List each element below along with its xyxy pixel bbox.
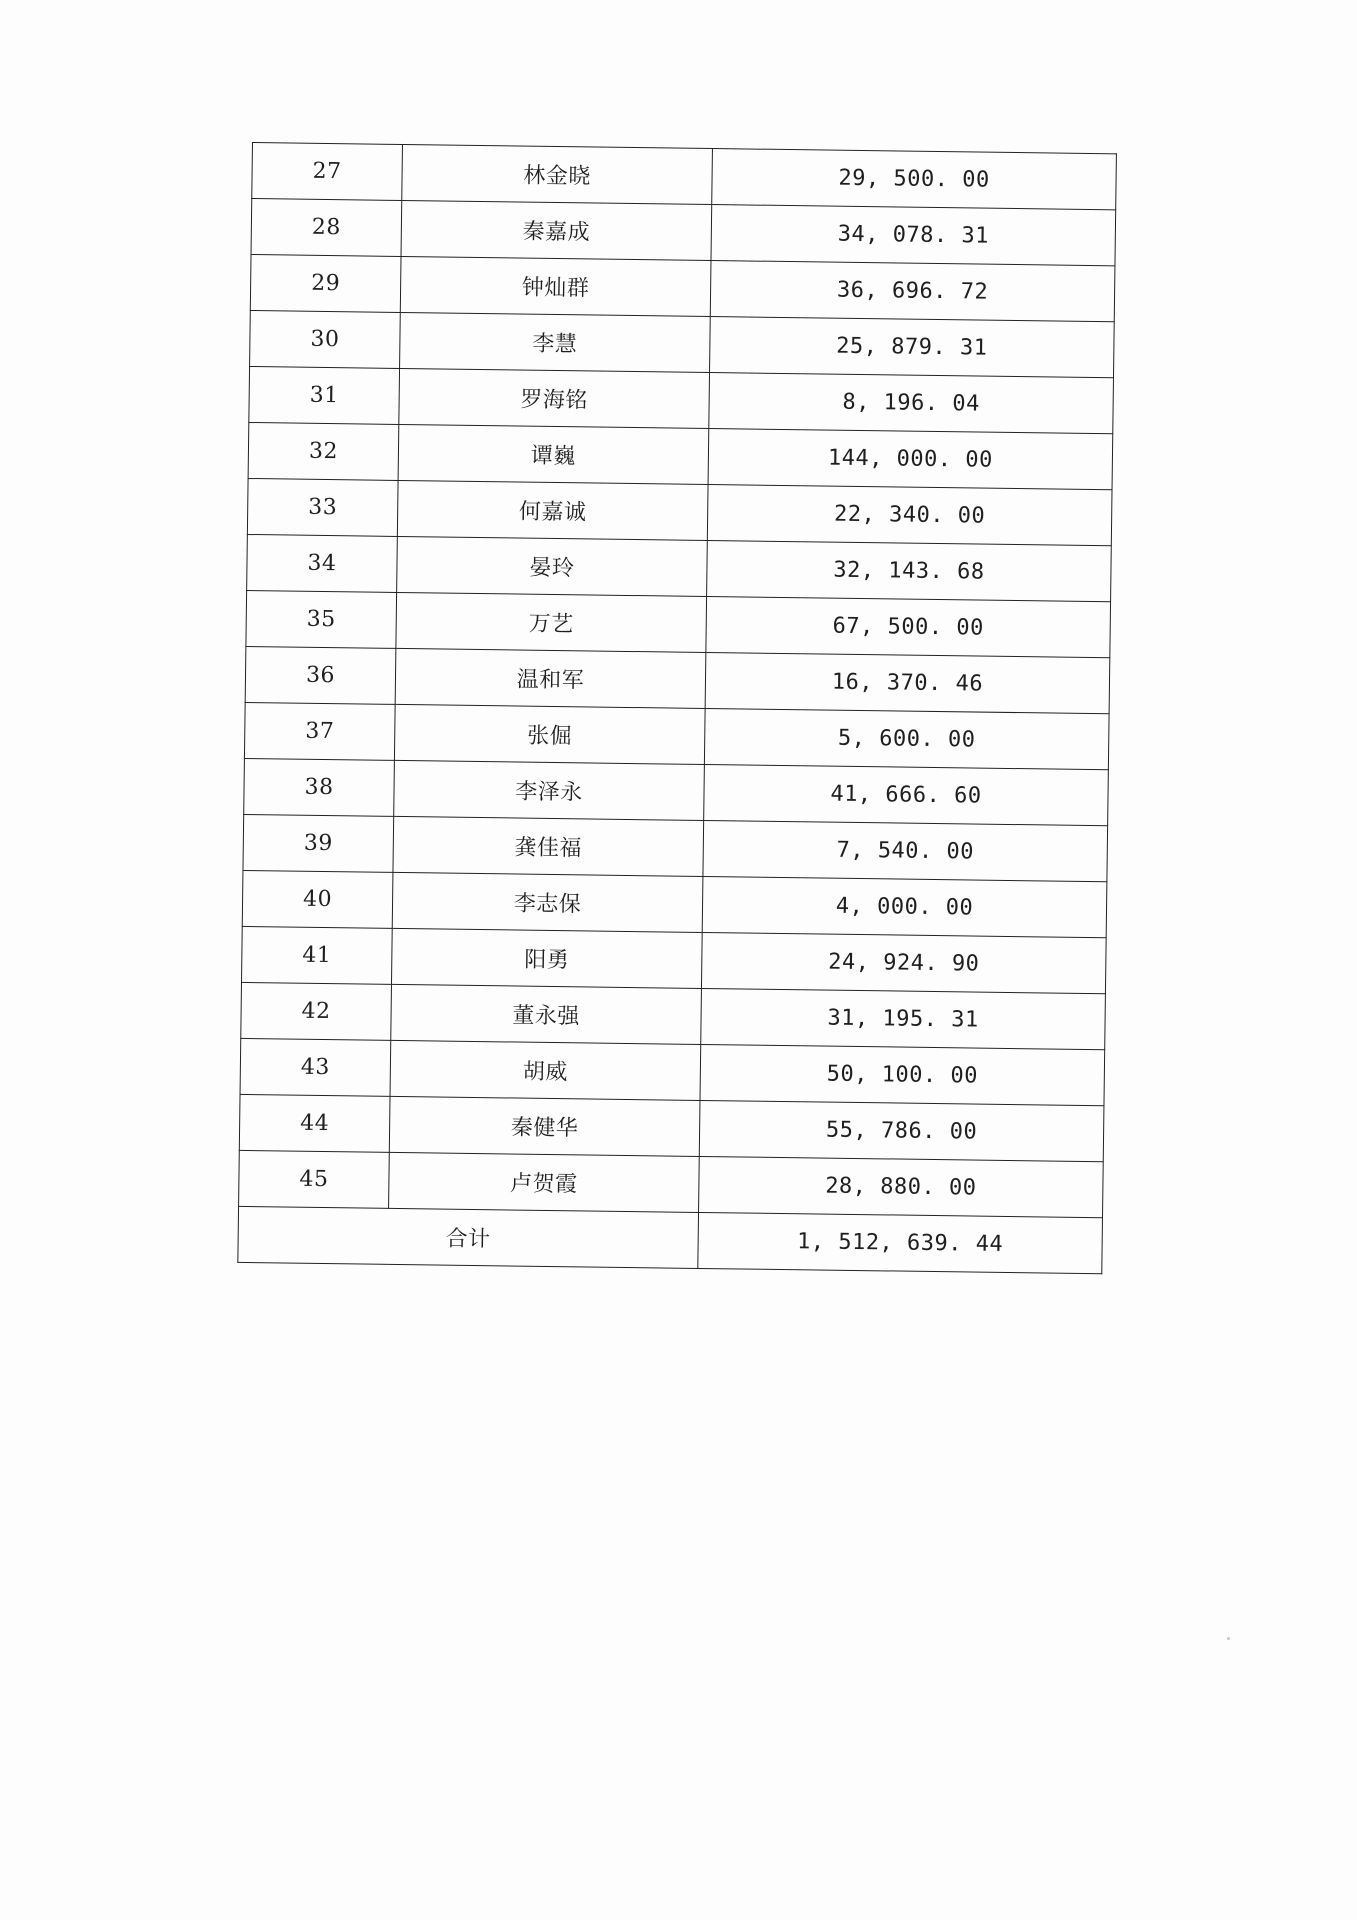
payment-table <box>237 142 1117 1274</box>
row-amount-cell: 32, 143. 68 <box>707 540 1112 601</box>
row-amount-cell: 28, 880. 00 <box>699 1156 1104 1217</box>
row-name-cell: 秦嘉成 <box>401 200 712 260</box>
row-name-cell: 何嘉诚 <box>397 480 708 540</box>
row-name-cell: 谭巍 <box>398 424 709 484</box>
row-name-cell: 张倔 <box>394 704 705 764</box>
payment-table-body <box>238 143 1117 1274</box>
row-number-cell: 29 <box>250 254 401 312</box>
row-name-cell: 龚佳福 <box>393 816 704 876</box>
row-amount-cell: 16, 370. 46 <box>705 652 1110 713</box>
row-amount-cell: 31, 195. 31 <box>701 988 1106 1049</box>
row-name-cell: 钟灿群 <box>400 256 711 316</box>
row-name-cell: 卢贺霞 <box>389 1152 700 1212</box>
row-number-cell: 38 <box>244 758 395 816</box>
row-number-cell: 41 <box>241 926 392 984</box>
row-amount-cell: 5, 600. 00 <box>704 708 1109 769</box>
row-amount-cell: 144, 000. 00 <box>708 429 1113 490</box>
row-name-cell: 李泽永 <box>394 760 705 820</box>
row-amount-cell: 7, 540. 00 <box>703 820 1108 881</box>
row-amount-cell: 24, 924. 90 <box>701 932 1106 993</box>
row-amount-cell: 55, 786. 00 <box>699 1100 1104 1161</box>
row-name-cell: 阳勇 <box>391 928 702 988</box>
total-row <box>238 1206 1103 1273</box>
row-number-cell: 39 <box>243 814 394 872</box>
row-number-cell: 33 <box>247 478 398 536</box>
row-number-cell: 44 <box>239 1094 390 1152</box>
row-number-cell: 45 <box>239 1150 390 1208</box>
row-amount-cell: 36, 696. 72 <box>710 261 1115 322</box>
row-number-cell: 27 <box>252 143 403 201</box>
row-name-cell: 董永强 <box>391 984 702 1044</box>
row-amount-cell: 8, 196. 04 <box>709 373 1114 434</box>
row-amount-cell: 67, 500. 00 <box>706 596 1111 657</box>
row-number-cell: 32 <box>248 422 399 480</box>
row-number-cell: 36 <box>245 646 396 704</box>
row-number-cell: 42 <box>241 982 392 1040</box>
row-amount-cell: 34, 078. 31 <box>711 205 1116 266</box>
total-label-cell: 合计 <box>238 1206 699 1268</box>
row-number-cell: 28 <box>251 199 402 257</box>
row-number-cell: 34 <box>247 534 398 592</box>
row-name-cell: 万艺 <box>396 592 707 652</box>
row-name-cell: 秦健华 <box>389 1096 700 1156</box>
row-amount-cell: 25, 879. 31 <box>710 317 1115 378</box>
row-number-cell: 35 <box>246 590 397 648</box>
row-name-cell: 温和军 <box>395 648 706 708</box>
row-amount-cell: 22, 340. 00 <box>707 484 1112 545</box>
row-name-cell: 胡威 <box>390 1040 701 1100</box>
row-number-cell: 37 <box>244 702 395 760</box>
row-name-cell: 罗海铭 <box>399 368 710 428</box>
row-number-cell: 40 <box>242 870 393 928</box>
row-amount-cell: 41, 666. 60 <box>704 764 1109 825</box>
total-amount-cell: 1, 512, 639. 44 <box>698 1212 1103 1273</box>
row-amount-cell: 50, 100. 00 <box>700 1044 1105 1105</box>
row-name-cell: 李志保 <box>392 872 703 932</box>
scan-speck <box>1227 1637 1230 1640</box>
row-name-cell: 李慧 <box>400 312 711 372</box>
row-number-cell: 31 <box>249 366 400 424</box>
row-name-cell: 晏玲 <box>397 536 708 596</box>
row-name-cell: 林金晓 <box>402 144 713 204</box>
row-amount-cell: 4, 000. 00 <box>702 876 1107 937</box>
row-number-cell: 30 <box>250 310 401 368</box>
row-number-cell: 43 <box>240 1038 391 1096</box>
row-amount-cell: 29, 500. 00 <box>712 149 1117 210</box>
